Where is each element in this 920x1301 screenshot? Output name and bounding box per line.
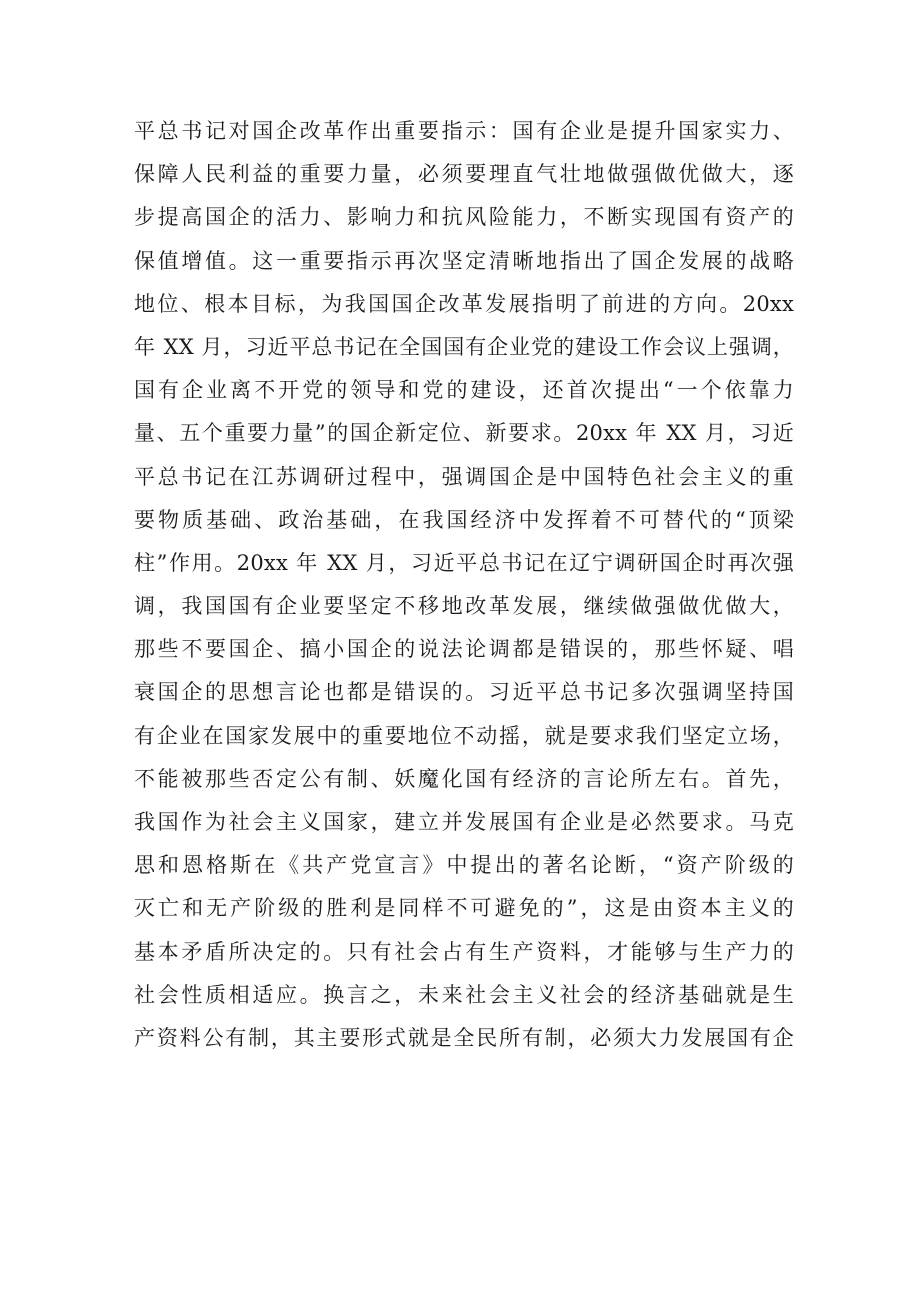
text-line: 要物质基础、政治基础，在我国经济中发挥着不可替代的“顶梁 bbox=[134, 507, 794, 532]
text-line: 保障人民利益的重要力量，必须要理直气壮地做强做优做大，逐 bbox=[134, 162, 794, 187]
text-line: 保值增值。这一重要指示再次坚定清晰地指出了国企发展的战略 bbox=[134, 248, 794, 273]
text-line: 社会性质相适应。换言之，未来社会主义社会的经济基础就是生 bbox=[134, 982, 794, 1007]
text-line: 调，我国国有企业要坚定不移地改革发展，继续做强做优做大， bbox=[134, 594, 794, 619]
text-line: 步提高国企的活力、影响力和抗风险能力，不断实现国有资产的 bbox=[134, 205, 794, 230]
text-line: 我国作为社会主义国家，建立并发展国有企业是必然要求。马克 bbox=[134, 810, 794, 834]
text-line: 衰国企的思想言论也都是错误的。习近平总书记多次强调坚持国 bbox=[134, 680, 794, 705]
text-line: 国有企业离不开党的领导和党的建设，还首次提出“一个依靠力 bbox=[134, 378, 794, 403]
text-line: 基本矛盾所决定的。只有社会占有生产资料，才能够与生产力的 bbox=[134, 939, 794, 964]
text-line: 那些不要国企、搞小国企的说法论调都是错误的，那些怀疑、唱 bbox=[134, 637, 794, 662]
text-line: 灭亡和无产阶级的胜利是同样不可避免的”，这是由资本主义的 bbox=[134, 896, 794, 921]
body-text bbox=[134, 110, 794, 1060]
text-line: 不能被那些否定公有制、妖魔化国有经济的言论所左右。首先， bbox=[134, 766, 794, 791]
text-line: 平总书记在江苏调研过程中，强调国企是中国特色社会主义的重 bbox=[134, 464, 794, 489]
text-line: 柱”作用。20xx 年 XX 月，习近平总书记在辽宁调研国企时再次强 bbox=[134, 550, 794, 575]
text-line: 平总书记对国企改革作出重要指示：国有企业是提升国家实力、 bbox=[134, 119, 794, 143]
text-line: 产资料公有制，其主要形式就是全民所有制，必须大力发展国有企 bbox=[134, 1025, 794, 1050]
text-line: 量、五个重要力量”的国企新定位、新要求。20xx 年 XX 月，习近 bbox=[134, 421, 794, 446]
text-line: 有企业在国家发展中的重要地位不动摇，就是要求我们坚定立场， bbox=[134, 723, 794, 748]
text-line: 思和恩格斯在《共产党宣言》中提出的著名论断，“资产阶级的 bbox=[134, 853, 794, 878]
text-line: 地位、根本目标，为我国国企改革发展指明了前进的方向。20xx bbox=[134, 291, 794, 316]
text-line: 年 XX 月，习近平总书记在全国国有企业党的建设工作会议上强调， bbox=[134, 334, 794, 359]
